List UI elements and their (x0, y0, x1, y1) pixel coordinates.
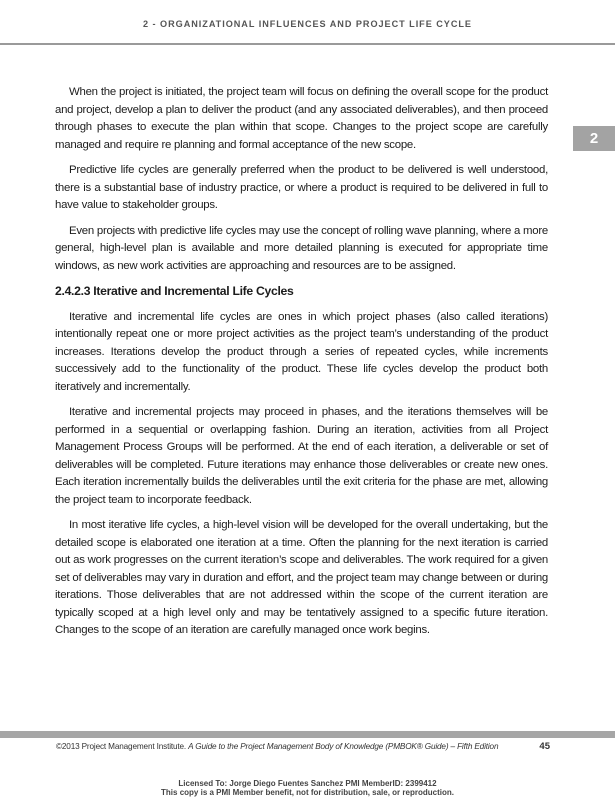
body-paragraph: In most iterative life cycles, a high-level vision will be developed for the overall undertaking, but the detailed scope is elaborated one iteration at a time. Often the planning for the next iteration is carried out as work progresses on the current iteration’s scope and deliverables. The work required for a given set of deliverables may vary in duration and effort, and the project team may change between or during iterations. Those deliverables that are not addressed within the scope of the current iteration are typically scoped at a high level only and may be tentatively assigned to a specific future iteration. Changes to the scope of an iteration are carefully managed once work begins. (55, 519, 548, 636)
page-body (55, 84, 548, 648)
footer-copyright (56, 742, 498, 751)
running-header-title: 2 - ORGANIZATIONAL INFLUENCES AND PROJECT LIFE CYCLE (143, 19, 472, 30)
license-line-1: Licensed To: Jorge Diego Fuentes Sanchez PMI MemberID: 2399412 (178, 779, 437, 788)
section-heading: 2.4.2.3 Iterative and Incremental Life Cycles (55, 284, 294, 298)
license-notice (0, 779, 615, 797)
book-title: A Guide to the Project Management Body of Knowledge (PMBOK® Guide) – Fifth Edition (188, 742, 499, 751)
body-paragraph: Predictive life cycles are generally preferred when the product to be delivered is well understood, there is a substantial base of industry practice, or where a product is required to be delivered in full to have value to stakeholder groups. (55, 164, 548, 211)
body-paragraph: Even projects with predictive life cycles may use the concept of rolling wave planning, where a more general, high-level plan is available and more detailed planning is executed for appropriate time windows, as new work activities are approaching and resources are to be assigned. (55, 224, 548, 272)
footer-rule (0, 731, 615, 738)
license-line-2: This copy is a PMI Member benefit, not for distribution, sale, or reproduction. (161, 788, 454, 797)
body-paragraph: Iterative and incremental projects may proceed in phases, and the iterations themselves will be performed in a sequential or overlapping fashion. During an iteration, activities from all Project Management Process Groups will be performed. At the end of each iteration, a deliverable or set of deliverables will be completed. Future iterations may enhance those deliverables or create new ones. Each iteration incrementally builds the deliverables until the exit criteria for the phase are met, allowing the project team to incorporate feedback. (55, 406, 548, 506)
body-paragraph: When the project is initiated, the project team will focus on defining the overall scope for the product and project, develop a plan to deliver the product (and any associated deliverables), and then proceed through phases to execute the plan within that scope. Changes to the project scope are carefully managed and require re planning and formal acceptance of the new scope. (55, 86, 548, 151)
chapter-tab: 2 (573, 126, 615, 151)
page-number: 45 (539, 741, 550, 752)
copyright-text: ©2013 Project Management Institute. (56, 742, 189, 751)
body-paragraph: Iterative and incremental life cycles are ones in which project phases (also called iterations) intentionally repeat one or more project activities as the project team’s understanding of the product increases. Iterations develop the product through a series of repeated cycles, while increments successively add to the functionality of the product. These life cycles develop the product both iteratively and incrementally. (55, 310, 548, 393)
running-header (0, 0, 615, 45)
